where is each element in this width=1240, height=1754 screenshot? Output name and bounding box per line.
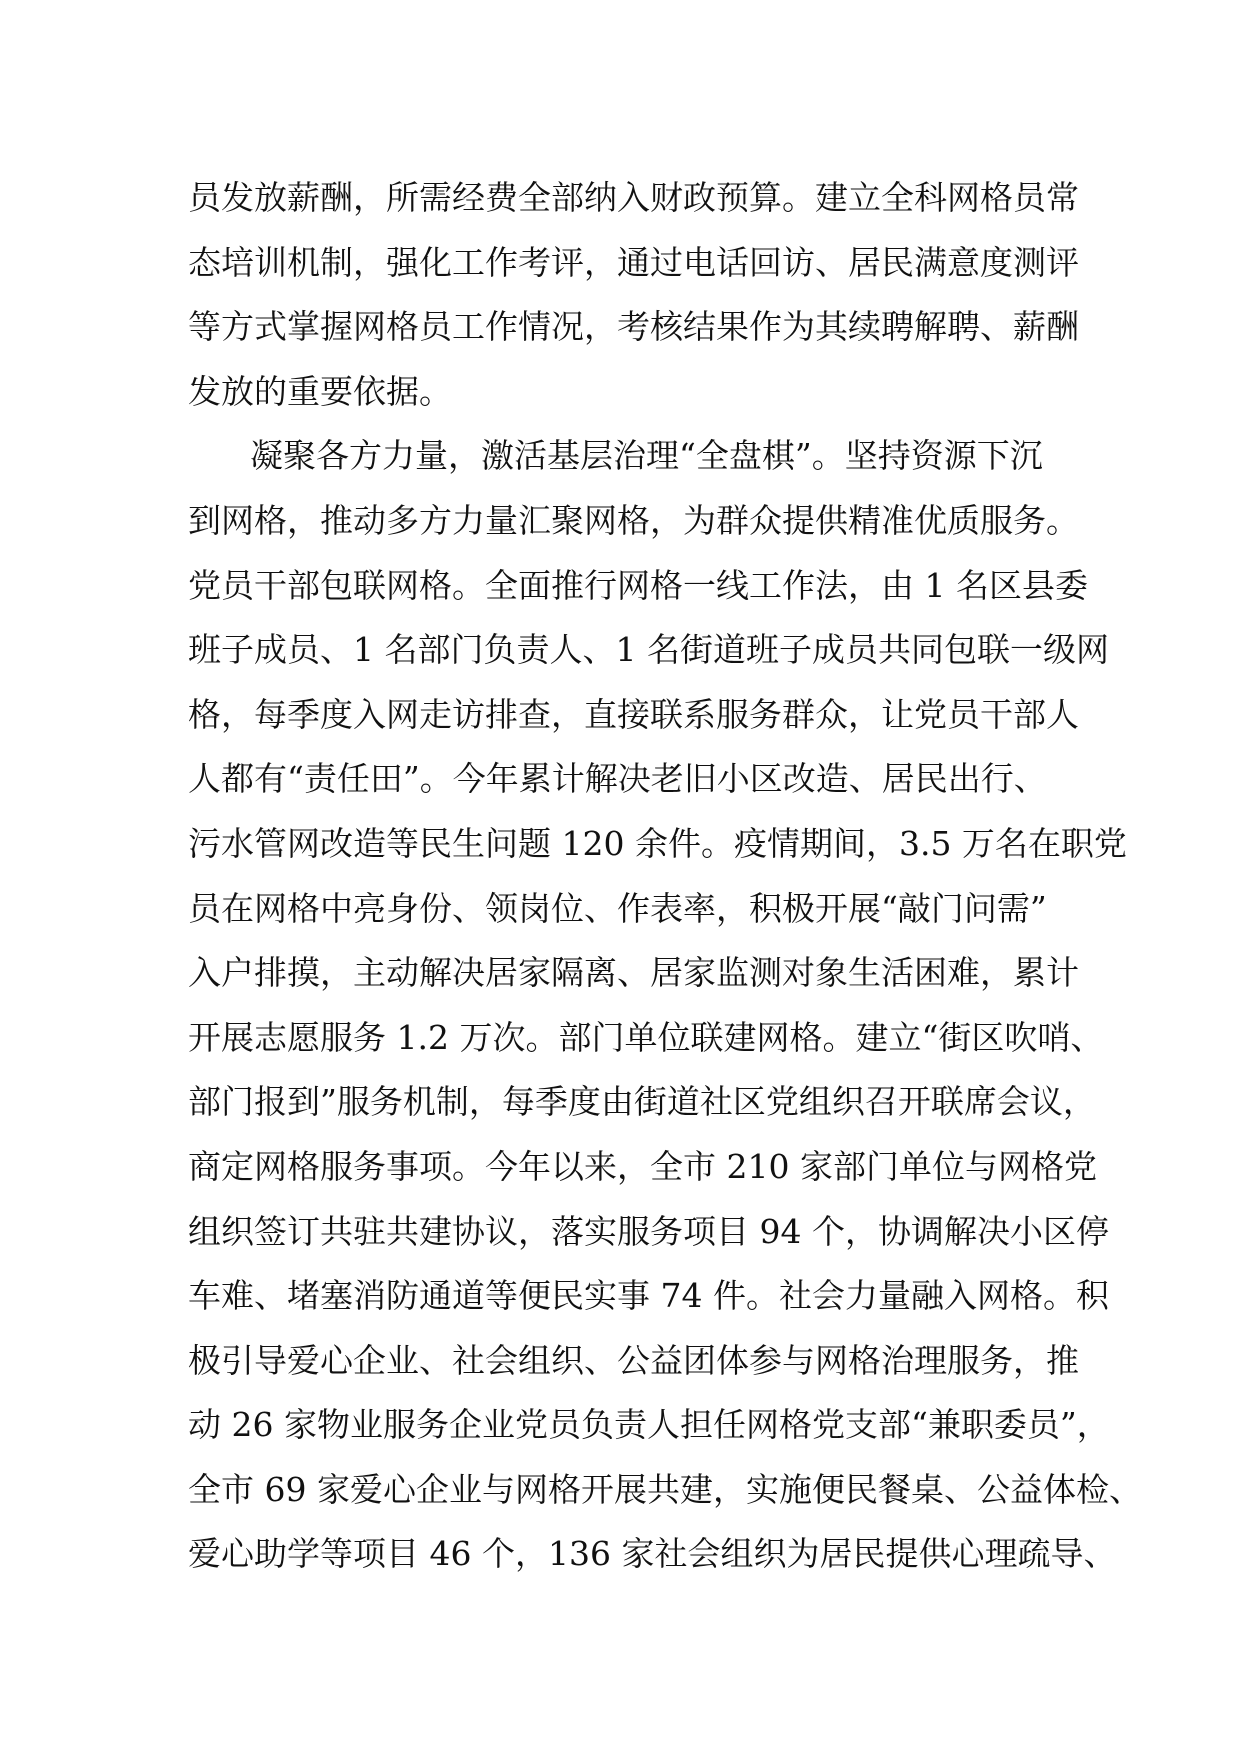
text-line: 部门报到”服务机制，每季度由街道社区党组织召开联席会议， — [188, 1082, 1096, 1122]
text-line: 到网格，推动多方力量汇聚网格，为群众提供精准优质服务。 — [188, 500, 1079, 540]
text-line: 格，每季度入网走访排查，直接联系服务群众，让党员干部人 — [188, 694, 1079, 734]
text-line: 态培训机制，强化工作考评，通过电话回访、居民满意度测评 — [188, 242, 1079, 282]
text-line: 入户排摸，主动解决居家隔离、居家监测对象生活困难，累计 — [188, 953, 1079, 993]
text-line: 发放的重要依据。 — [188, 371, 452, 411]
text-line: 极引导爱心企业、社会组织、公益团体参与网格治理服务，推 — [188, 1340, 1079, 1380]
text-line: 全市 69 家爱心企业与网格开展共建，实施便民餐桌、公益体检、 — [188, 1469, 1142, 1509]
body-text — [188, 166, 1142, 1587]
text-line: 员在网格中亮身份、领岗位、作表率，积极开展“敲门问需” — [188, 888, 1047, 928]
text-line: 等方式掌握网格员工作情况，考核结果作为其续聘解聘、薪酬 — [188, 307, 1079, 347]
text-line: 人都有“责任田”。今年累计解决老旧小区改造、居民出行、 — [188, 759, 1047, 799]
text-line: 班子成员、1 名部门负责人、1 名街道班子成员共同包联一级网 — [188, 630, 1109, 670]
text-line: 爱心助学等项目 46 个，136 家社会组织为居民提供心理疏导、 — [188, 1534, 1117, 1574]
text-line: 污水管网改造等民生问题 120 余件。疫情期间，3.5 万名在职党 — [188, 823, 1127, 863]
text-line: 员发放薪酬，所需经费全部纳入财政预算。建立全科网格员常 — [188, 178, 1079, 217]
text-line: 商定网格服务事项。今年以来，全市 210 家部门单位与网格党 — [188, 1146, 1097, 1186]
text-line: 党员干部包联网格。全面推行网格一线工作法，由 1 名区县委 — [188, 565, 1088, 605]
text-line: 车难、堵塞消防通道等便民实事 74 件。社会力量融入网格。积 — [188, 1276, 1109, 1316]
text-line: 组织签订共驻共建协议，落实服务项目 94 个，协调解决小区停 — [188, 1211, 1109, 1251]
text-line: 开展志愿服务 1.2 万次。部门单位联建网格。建立“街区吹哨、 — [188, 1017, 1104, 1057]
text-line: 动 26 家物业服务企业党员负责人担任网格党支部“兼职委员”， — [188, 1405, 1110, 1445]
paragraph-heading-line: 凝聚各方力量，激活基层治理“全盘棋”。坚持资源下沉 — [250, 436, 1043, 476]
